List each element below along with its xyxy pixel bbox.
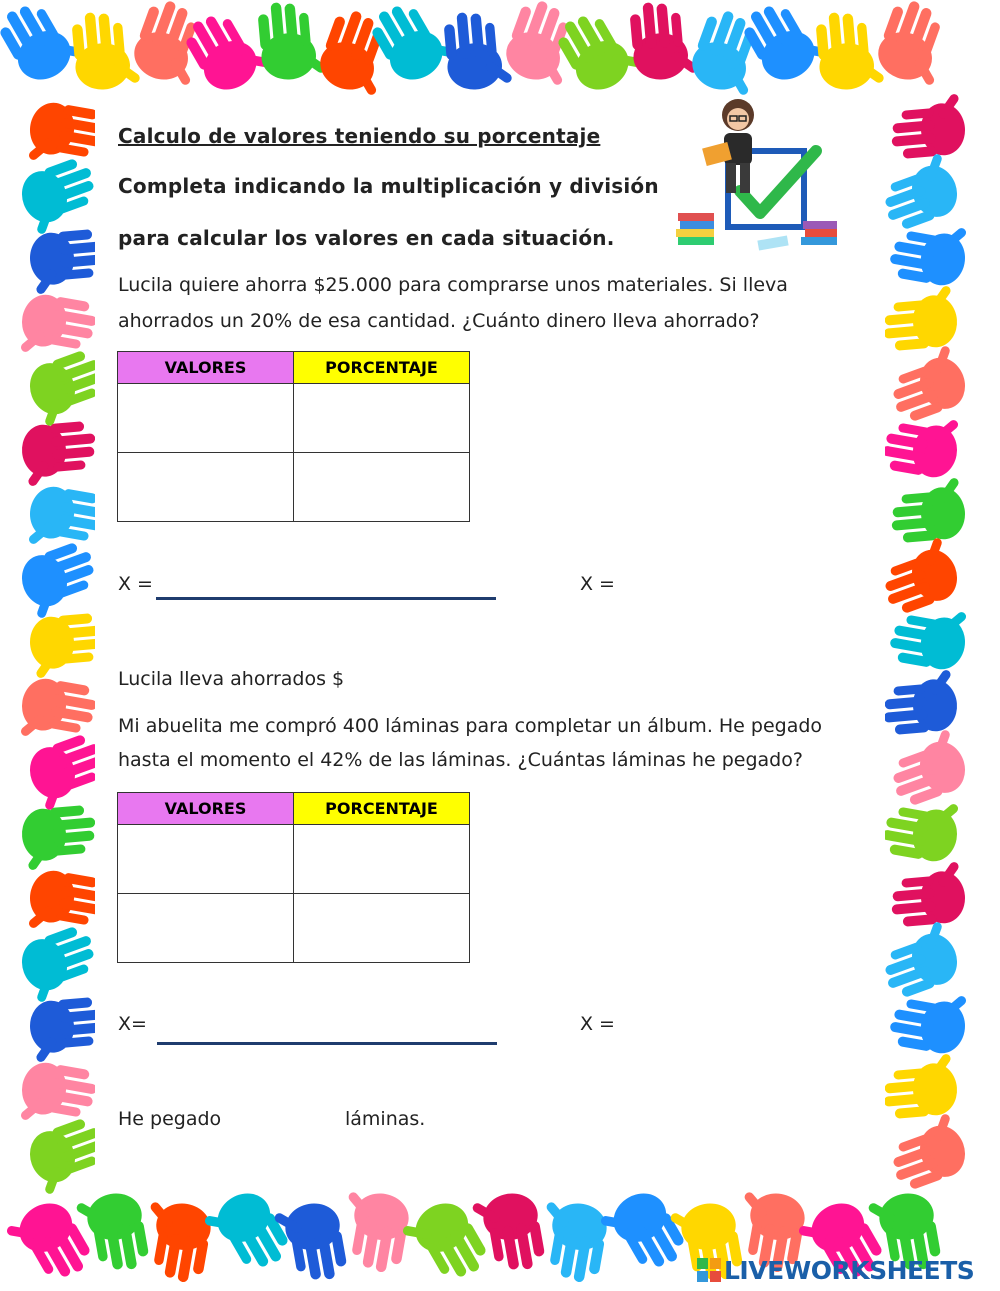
problem1-answer-line[interactable] (156, 597, 496, 600)
hand-print-decoration (888, 92, 967, 160)
hand-print-decoration (15, 923, 106, 1007)
liveworksheets-logo-icon (697, 1258, 721, 1282)
hand-print-decoration (15, 155, 106, 239)
hand-print-decoration (533, 1197, 611, 1285)
problem1-text-line1: Lucila quiere ahorra $25.000 para comprarse unos materiales. Si lleva (118, 274, 788, 296)
hand-print-decoration (15, 539, 106, 623)
problem2-answer-suffix: láminas. (345, 1108, 426, 1130)
problem2-text-line2: hasta el momento el 42% de las láminas. ¿Cuántas láminas he pegado? (118, 749, 803, 771)
hand-print-decoration (887, 215, 971, 289)
hand-print-decoration (200, 1184, 295, 1284)
hand-print-decoration (335, 1187, 413, 1275)
hand-print-decoration (443, 9, 515, 92)
table-cell[interactable] (118, 894, 294, 963)
hand-print-decoration (551, 0, 646, 99)
problem2-answer-line[interactable] (157, 1042, 497, 1045)
hand-print-decoration (888, 860, 967, 928)
table-cell[interactable] (294, 384, 470, 453)
problem2-table (117, 792, 470, 963)
hand-print-decoration (137, 1197, 215, 1285)
problem1-text-line2: ahorrados un 20% de esa cantidad. ¿Cuánto dinero lleva ahorrado? (118, 310, 760, 332)
hand-print-decoration (815, 9, 887, 92)
hand-print-decoration (629, 0, 701, 82)
hand-print-decoration (596, 1184, 691, 1284)
instruction-line-2: para calcular los valores en cada situación. (118, 226, 615, 250)
porcentaje-header: PORCENTAJE (294, 793, 470, 825)
hand-print-decoration (73, 1189, 151, 1277)
hand-print-decoration (881, 1110, 972, 1194)
table-cell[interactable] (118, 825, 294, 894)
table-cell[interactable] (294, 453, 470, 522)
table-cell[interactable] (294, 894, 470, 963)
hand-print-decoration (20, 804, 99, 872)
teacher-checkmark-illustration (668, 93, 868, 263)
valores-header: VALORES (118, 352, 294, 384)
hand-print-decoration (71, 9, 143, 92)
hand-print-decoration (880, 668, 959, 736)
hand-print-decoration (887, 599, 971, 673)
table-cell[interactable] (118, 453, 294, 522)
hand-print-decoration (257, 0, 329, 82)
hand-print-decoration (881, 342, 972, 426)
problem2-x-label-right: X = (580, 1013, 615, 1035)
hand-print-decoration (16, 291, 100, 365)
table-cell[interactable] (294, 825, 470, 894)
hand-print-decoration (16, 1059, 100, 1133)
hand-print-decoration (881, 726, 972, 810)
problem2-answer-prefix: He pegado (118, 1108, 222, 1130)
problem1-answer-text: Lucila lleva ahorrados $ (118, 668, 345, 690)
hand-print-decoration (500, 0, 588, 91)
hand-print-decoration (179, 0, 274, 99)
hand-print-decoration (873, 534, 964, 618)
hand-print-decoration (16, 675, 100, 749)
hand-print-decoration (888, 476, 967, 544)
liveworksheets-brand: LIVEWORKSHEETS (724, 1256, 975, 1285)
hand-print-decoration (128, 0, 216, 91)
valores-header: VALORES (118, 793, 294, 825)
hand-print-decoration (873, 918, 964, 1002)
hand-print-decoration (880, 284, 959, 352)
hand-print-decoration (873, 150, 964, 234)
problem2-text-line1: Mi abuelita me compró 400 láminas para completar un álbum. He pegado (118, 715, 823, 737)
hand-print-decoration (872, 0, 960, 91)
instruction-line-1: Completa indicando la multiplicación y división (118, 174, 659, 198)
problem1-x-label-right: X = (580, 573, 615, 595)
problem2-x-label-left: X= (118, 1013, 147, 1035)
problem1-table (117, 351, 470, 522)
table-cell[interactable] (118, 384, 294, 453)
hand-print-decoration (469, 1189, 547, 1277)
hand-print-decoration (20, 420, 99, 488)
worksheet-title: Calculo de valores teniendo su porcentaje (118, 124, 601, 148)
hand-print-decoration (887, 983, 971, 1057)
hand-print-decoration (880, 1052, 959, 1120)
problem1-x-label-left: X = (118, 573, 153, 595)
porcentaje-header: PORCENTAJE (294, 352, 470, 384)
